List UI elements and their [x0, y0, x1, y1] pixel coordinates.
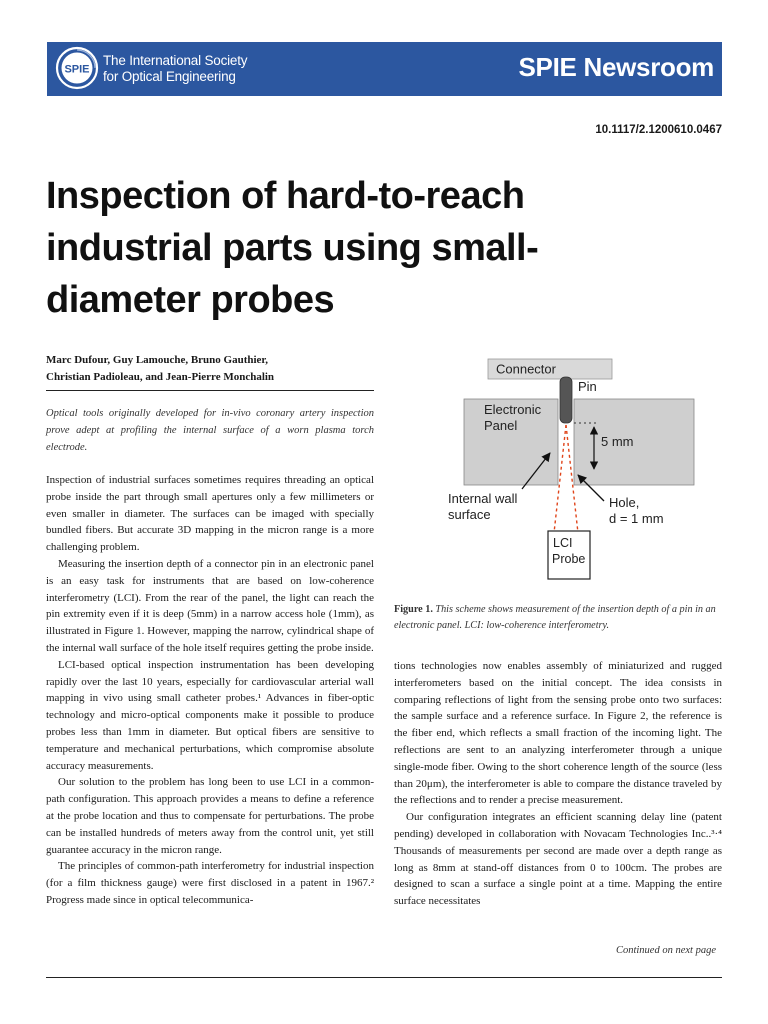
paragraph: Our solution to the problem has long been to use LCI in a common-path configuration. This approach provides a means to define a reference at the probe location and thus to compensate for perturbations. The probe can be installed hundreds of meters away from the control unit, yet still guarantee accuracy in the micron range.: [46, 776, 374, 856]
probe-label-line2: Probe: [552, 552, 586, 566]
abstract: Optical tools originally developed for in-vivo coronary artery inspection prove adept at profiling the internal surface of a worn plasma torch electrode.: [46, 408, 374, 453]
paragraph: Measuring the insertion depth of a connector pin in an electronic panel is an easy task for instruments that are based on low-coherence interferometry (LCI). From the rear of the panel, the light can reach the pin extremity even if it is deep (5mm) in a narrow access hole (1mm), as illustrated in Figure 1. However, mapping the narrow, cylindrical shape of the internal wall surface of the hole itself requires getting the probe inside.: [46, 557, 374, 654]
footer-divider: [46, 977, 722, 978]
org-name-line1: The International Society: [103, 53, 248, 68]
depth-label: 5 mm: [601, 434, 634, 449]
paragraph: The principles of common-path interferometry for industrial inspection (for a film thickness gauge) were first disclosed in a patent in 1967.² Progress made since in optical telecommunica-: [46, 860, 374, 906]
probe-label: LCI: [553, 536, 573, 550]
panel-label: Electronic: [484, 402, 542, 417]
header-banner: [47, 42, 722, 96]
paragraph: Inspection of industrial surfaces sometimes requires threading an optical probe inside the part through small apertures only a few millimeters or even smaller in diameter. The surfaces can be imaged with specially bundled fibers. But accurate 3D mapping in the micron range is a more challenging problem.: [46, 474, 374, 554]
left-column: [46, 352, 374, 909]
paragraph: Our configuration integrates an efficient scanning delay line (patent pending) developed in collaboration with Novacam Technologies Inc..³·⁴ Thousands of measurements per second are made over a depth range as long as 8mm at stand-off distances from 0 to 100cm. The probes are designed to scan a surface a single point at a time. Mapping the entire surface necessitates: [394, 811, 722, 908]
article-title: Inspection of hard-to-reach industrial parts using small-diameter probes: [46, 175, 539, 321]
panel-right: [574, 399, 694, 485]
newsroom-title: SPIE Newsroom: [518, 52, 714, 82]
paragraph: LCI-based optical inspection instrumentation has been developing rapidly over the last 10 years, especially for cardiovascular arterial wall mapping in vivo using small catheter probes.¹ Advances in fiber-optic technology and micro-optical components make it possible to produce probes less than 1mm in diameter. But optical fibers are sensitive to temperature and mechanical perturbations, which compromise absolute accuracy measurements.: [46, 658, 374, 772]
body-left: [46, 472, 374, 909]
figure-caption: [394, 602, 722, 634]
pin: [560, 377, 572, 423]
wall-label-line2: surface: [448, 507, 491, 522]
wall-label: Internal wall: [448, 491, 518, 506]
pin-label: Pin: [578, 379, 597, 394]
spie-logo-icon: [55, 46, 99, 90]
continued-note: Continued on next page: [615, 945, 716, 956]
org-name-line2: for Optical Engineering: [103, 69, 236, 84]
caption-text: This scheme shows measurement of the insertion depth of a pin in an electronic panel. LCI: low-coherence interferometry.: [394, 604, 716, 631]
org-name: [103, 53, 247, 85]
figure-1-diagram: [394, 355, 722, 595]
right-column: [394, 658, 722, 910]
panel-label-line2: Panel: [484, 418, 518, 433]
caption-label: Figure 1.: [394, 604, 433, 615]
paragraph: tions technologies now enables assembly of miniaturized and rugged interferometers based on the initial concept. The idea consists in comparing reflections of light from the sensing probe onto two surfaces: the sample surface and a reference surface. In Figure 2, the reference is the fiber end, which reflects a small fraction of the incoming light. The reflections are sent to an analyzing interferometer through a unique single-mode fiber. Owing to the short coherence length of the source (less than 20μm), the interferometer is able to compare the distance traveled by the reflections and to render a precise measurement.: [394, 660, 722, 807]
connector-label: Connector: [496, 361, 556, 377]
hole-label: Hole,: [609, 495, 640, 510]
hole-label-line2: d = 1 mm: [609, 511, 664, 526]
authors: Marc Dufour, Guy Lamouche, Bruno Gauthier, Christian Padioleau, and Jean-Pierre Monchalin: [46, 352, 374, 391]
logo-text: SPIE: [64, 63, 90, 76]
doi: 10.1117/2.1200610.0467: [595, 124, 722, 136]
